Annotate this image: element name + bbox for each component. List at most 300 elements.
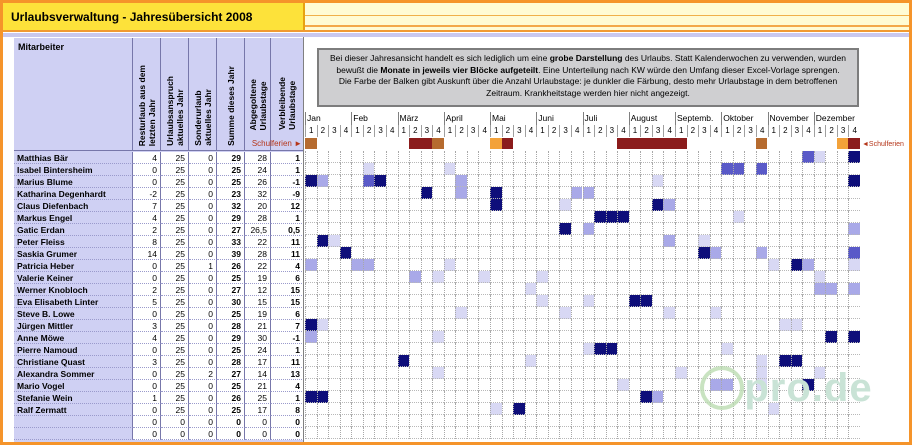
calendar-cell[interactable]: [675, 379, 687, 391]
value-cell[interactable]: 30: [217, 296, 245, 308]
calendar-cell[interactable]: [663, 427, 675, 439]
calendar-cell[interactable]: [606, 187, 618, 199]
calendar-cell[interactable]: [536, 367, 548, 379]
calendar-cell[interactable]: [432, 319, 444, 331]
calendar-cell[interactable]: [386, 331, 398, 343]
calendar-cell[interactable]: [374, 295, 386, 307]
calendar-cell[interactable]: [571, 379, 583, 391]
calendar-cell[interactable]: [640, 187, 652, 199]
calendar-cell[interactable]: [386, 259, 398, 271]
vacation-block[interactable]: [583, 295, 595, 307]
calendar-cell[interactable]: [710, 415, 722, 427]
value-cell[interactable]: 1: [271, 392, 304, 404]
calendar-cell[interactable]: [698, 331, 710, 343]
value-cell[interactable]: 0: [161, 428, 189, 440]
calendar-cell[interactable]: [444, 355, 456, 367]
calendar-cell[interactable]: [640, 307, 652, 319]
calendar-cell[interactable]: [837, 427, 849, 439]
calendar-cell[interactable]: [317, 343, 329, 355]
calendar-cell[interactable]: [606, 151, 618, 163]
calendar-cell[interactable]: [351, 187, 363, 199]
calendar-cell[interactable]: [848, 307, 860, 319]
calendar-cell[interactable]: [490, 391, 502, 403]
calendar-cell[interactable]: [594, 259, 606, 271]
week-header[interactable]: 1: [490, 125, 502, 137]
calendar-cell[interactable]: [421, 247, 433, 259]
calendar-cell[interactable]: [559, 175, 571, 187]
calendar-cell[interactable]: [559, 367, 571, 379]
calendar-cell[interactable]: [328, 247, 340, 259]
calendar-cell[interactable]: [559, 247, 571, 259]
calendar-cell[interactable]: [825, 187, 837, 199]
calendar-cell[interactable]: [721, 427, 733, 439]
value-cell[interactable]: 25: [161, 344, 189, 356]
calendar-cell[interactable]: [663, 319, 675, 331]
calendar-cell[interactable]: [791, 175, 803, 187]
calendar-cell[interactable]: [791, 307, 803, 319]
calendar-cell[interactable]: [351, 151, 363, 163]
calendar-cell[interactable]: [409, 151, 421, 163]
calendar-cell[interactable]: [548, 223, 560, 235]
calendar-cell[interactable]: [687, 427, 699, 439]
vacation-block[interactable]: [559, 223, 571, 235]
value-cell[interactable]: 30: [245, 332, 271, 344]
value-cell[interactable]: 11: [271, 356, 304, 368]
calendar-cell[interactable]: [444, 151, 456, 163]
calendar-cell[interactable]: [409, 163, 421, 175]
calendar-cell[interactable]: [779, 259, 791, 271]
month-header[interactable]: Jan: [305, 112, 351, 125]
calendar-cell[interactable]: [837, 295, 849, 307]
calendar-cell[interactable]: [814, 235, 826, 247]
calendar-cell[interactable]: [814, 199, 826, 211]
month-header[interactable]: Feb: [351, 112, 397, 125]
calendar-cell[interactable]: [629, 163, 641, 175]
calendar-cell[interactable]: [652, 403, 664, 415]
calendar-cell[interactable]: [663, 211, 675, 223]
value-cell[interactable]: 26: [217, 392, 245, 404]
value-cell[interactable]: 1: [271, 152, 304, 164]
value-cell[interactable]: 5: [133, 296, 161, 308]
calendar-cell[interactable]: [467, 283, 479, 295]
calendar-cell[interactable]: [629, 379, 641, 391]
calendar-cell[interactable]: [814, 415, 826, 427]
calendar-cell[interactable]: [663, 247, 675, 259]
calendar-cell[interactable]: [663, 271, 675, 283]
calendar-cell[interactable]: [825, 223, 837, 235]
value-cell[interactable]: 0: [133, 308, 161, 320]
calendar-cell[interactable]: [478, 355, 490, 367]
calendar-cell[interactable]: [490, 367, 502, 379]
calendar-cell[interactable]: [398, 199, 410, 211]
vacation-block[interactable]: [733, 211, 745, 223]
value-cell[interactable]: 0: [189, 428, 217, 440]
calendar-cell[interactable]: [525, 403, 537, 415]
calendar-cell[interactable]: [363, 343, 375, 355]
value-cell[interactable]: 0: [245, 428, 271, 440]
calendar-cell[interactable]: [409, 235, 421, 247]
calendar-cell[interactable]: [710, 271, 722, 283]
value-cell[interactable]: 7: [271, 320, 304, 332]
calendar-cell[interactable]: [305, 223, 317, 235]
week-header[interactable]: 3: [421, 125, 433, 137]
calendar-cell[interactable]: [478, 235, 490, 247]
calendar-cell[interactable]: [768, 283, 780, 295]
calendar-cell[interactable]: [583, 163, 595, 175]
calendar-cell[interactable]: [536, 415, 548, 427]
calendar-cell[interactable]: [536, 151, 548, 163]
calendar-cell[interactable]: [409, 307, 421, 319]
value-cell[interactable]: 4: [271, 380, 304, 392]
calendar-cell[interactable]: [594, 247, 606, 259]
value-cell[interactable]: 0: [189, 188, 217, 200]
calendar-cell[interactable]: [490, 271, 502, 283]
calendar-cell[interactable]: [640, 163, 652, 175]
calendar-cell[interactable]: [409, 427, 421, 439]
value-cell[interactable]: 26: [245, 176, 271, 188]
value-cell[interactable]: 22: [245, 260, 271, 272]
calendar-cell[interactable]: [374, 307, 386, 319]
calendar-cell[interactable]: [363, 415, 375, 427]
calendar-cell[interactable]: [675, 247, 687, 259]
calendar-cell[interactable]: [675, 187, 687, 199]
calendar-cell[interactable]: [328, 283, 340, 295]
calendar-cell[interactable]: [768, 199, 780, 211]
calendar-cell[interactable]: [710, 187, 722, 199]
calendar-cell[interactable]: [721, 223, 733, 235]
calendar-cell[interactable]: [710, 427, 722, 439]
calendar-cell[interactable]: [594, 367, 606, 379]
calendar-cell[interactable]: [825, 199, 837, 211]
value-cell[interactable]: 0: [161, 416, 189, 428]
value-cell[interactable]: 0: [189, 284, 217, 296]
calendar-cell[interactable]: [571, 427, 583, 439]
calendar-cell[interactable]: [432, 175, 444, 187]
calendar-cell[interactable]: [698, 319, 710, 331]
calendar-cell[interactable]: [663, 295, 675, 307]
calendar-cell[interactable]: [640, 175, 652, 187]
calendar-cell[interactable]: [305, 307, 317, 319]
calendar-cell[interactable]: [606, 163, 618, 175]
calendar-cell[interactable]: [802, 343, 814, 355]
calendar-cell[interactable]: [536, 175, 548, 187]
calendar-cell[interactable]: [536, 235, 548, 247]
calendar-cell[interactable]: [467, 367, 479, 379]
calendar-cell[interactable]: [548, 187, 560, 199]
calendar-cell[interactable]: [744, 235, 756, 247]
vacation-block[interactable]: [490, 199, 502, 211]
calendar-cell[interactable]: [583, 331, 595, 343]
calendar-cell[interactable]: [386, 343, 398, 355]
calendar-cell[interactable]: [663, 343, 675, 355]
calendar-cell[interactable]: [467, 235, 479, 247]
calendar-cell[interactable]: [351, 331, 363, 343]
week-header[interactable]: 2: [733, 125, 745, 137]
calendar-cell[interactable]: [455, 403, 467, 415]
calendar-cell[interactable]: [502, 331, 514, 343]
calendar-cell[interactable]: [513, 307, 525, 319]
value-cell[interactable]: 0: [133, 164, 161, 176]
week-header[interactable]: 2: [409, 125, 421, 137]
calendar-cell[interactable]: [305, 199, 317, 211]
calendar-cell[interactable]: [663, 163, 675, 175]
calendar-cell[interactable]: [768, 415, 780, 427]
value-cell[interactable]: 25: [217, 344, 245, 356]
vacation-block[interactable]: [444, 259, 456, 271]
calendar-cell[interactable]: [779, 331, 791, 343]
calendar-cell[interactable]: [721, 283, 733, 295]
calendar-cell[interactable]: [317, 295, 329, 307]
calendar-cell[interactable]: [848, 271, 860, 283]
calendar-cell[interactable]: [317, 355, 329, 367]
vacation-block[interactable]: [421, 187, 433, 199]
calendar-cell[interactable]: [328, 427, 340, 439]
calendar-cell[interactable]: [814, 211, 826, 223]
calendar-cell[interactable]: [663, 175, 675, 187]
calendar-cell[interactable]: [513, 163, 525, 175]
calendar-cell[interactable]: [386, 271, 398, 283]
calendar-cell[interactable]: [386, 151, 398, 163]
calendar-cell[interactable]: [768, 211, 780, 223]
calendar-cell[interactable]: [398, 367, 410, 379]
value-cell[interactable]: 0: [133, 272, 161, 284]
employee-name-cell[interactable]: Stefanie Wein: [14, 392, 133, 404]
calendar-cell[interactable]: [594, 355, 606, 367]
calendar-cell[interactable]: [629, 199, 641, 211]
calendar-cell[interactable]: [721, 319, 733, 331]
value-cell[interactable]: 7: [133, 200, 161, 212]
calendar-cell[interactable]: [698, 223, 710, 235]
vacation-block[interactable]: [583, 343, 595, 355]
calendar-cell[interactable]: [305, 283, 317, 295]
calendar-cell[interactable]: [363, 403, 375, 415]
calendar-cell[interactable]: [328, 187, 340, 199]
calendar-cell[interactable]: [398, 319, 410, 331]
calendar-cell[interactable]: [721, 211, 733, 223]
vacation-block[interactable]: [825, 331, 837, 343]
calendar-cell[interactable]: [351, 355, 363, 367]
calendar-cell[interactable]: [351, 427, 363, 439]
calendar-cell[interactable]: [606, 319, 618, 331]
employee-name-cell[interactable]: Matthias Bär: [14, 152, 133, 164]
calendar-cell[interactable]: [502, 295, 514, 307]
calendar-cell[interactable]: [305, 247, 317, 259]
calendar-cell[interactable]: [363, 151, 375, 163]
calendar-cell[interactable]: [351, 163, 363, 175]
value-cell[interactable]: 0: [189, 404, 217, 416]
calendar-cell[interactable]: [802, 319, 814, 331]
calendar-cell[interactable]: [386, 247, 398, 259]
calendar-cell[interactable]: [629, 247, 641, 259]
calendar-cell[interactable]: [814, 247, 826, 259]
value-cell[interactable]: 0: [189, 212, 217, 224]
value-cell[interactable]: 25: [217, 272, 245, 284]
calendar-cell[interactable]: [363, 187, 375, 199]
calendar-cell[interactable]: [409, 283, 421, 295]
calendar-cell[interactable]: [548, 379, 560, 391]
calendar-cell[interactable]: [490, 211, 502, 223]
calendar-cell[interactable]: [421, 319, 433, 331]
calendar-cell[interactable]: [432, 379, 444, 391]
calendar-cell[interactable]: [432, 391, 444, 403]
value-cell[interactable]: 2: [133, 284, 161, 296]
calendar-cell[interactable]: [791, 211, 803, 223]
value-cell[interactable]: 15: [271, 296, 304, 308]
calendar-cell[interactable]: [733, 271, 745, 283]
calendar-cell[interactable]: [317, 163, 329, 175]
calendar-cell[interactable]: [421, 235, 433, 247]
calendar-cell[interactable]: [432, 403, 444, 415]
calendar-cell[interactable]: [328, 403, 340, 415]
calendar-cell[interactable]: [848, 199, 860, 211]
column-header-anspruch[interactable]: [161, 38, 189, 151]
calendar-cell[interactable]: [848, 235, 860, 247]
calendar-cell[interactable]: [328, 175, 340, 187]
calendar-cell[interactable]: [455, 367, 467, 379]
calendar-cell[interactable]: [374, 391, 386, 403]
calendar-cell[interactable]: [467, 391, 479, 403]
calendar-cell[interactable]: [421, 367, 433, 379]
month-header[interactable]: Dezember: [814, 112, 860, 125]
calendar-cell[interactable]: [478, 391, 490, 403]
calendar-cell[interactable]: [837, 151, 849, 163]
calendar-cell[interactable]: [421, 175, 433, 187]
calendar-cell[interactable]: [652, 331, 664, 343]
calendar-cell[interactable]: [814, 223, 826, 235]
calendar-cell[interactable]: [398, 271, 410, 283]
calendar-cell[interactable]: [455, 199, 467, 211]
calendar-cell[interactable]: [455, 283, 467, 295]
calendar-cell[interactable]: [698, 283, 710, 295]
calendar-cell[interactable]: [744, 331, 756, 343]
calendar-cell[interactable]: [432, 259, 444, 271]
calendar-cell[interactable]: [744, 307, 756, 319]
calendar-cell[interactable]: [687, 187, 699, 199]
value-cell[interactable]: 0: [189, 392, 217, 404]
calendar-cell[interactable]: [363, 295, 375, 307]
calendar-cell[interactable]: [710, 211, 722, 223]
value-cell[interactable]: 32: [217, 200, 245, 212]
calendar-cell[interactable]: [374, 163, 386, 175]
week-header[interactable]: 4: [848, 125, 860, 137]
calendar-cell[interactable]: [513, 187, 525, 199]
value-cell[interactable]: 25: [161, 308, 189, 320]
calendar-cell[interactable]: [536, 259, 548, 271]
calendar-cell[interactable]: [768, 175, 780, 187]
calendar-cell[interactable]: [629, 283, 641, 295]
calendar-cell[interactable]: [328, 391, 340, 403]
calendar-cell[interactable]: [340, 295, 352, 307]
vacation-block[interactable]: [848, 259, 860, 271]
calendar-cell[interactable]: [675, 391, 687, 403]
calendar-cell[interactable]: [837, 331, 849, 343]
value-cell[interactable]: 25: [217, 404, 245, 416]
calendar-cell[interactable]: [721, 271, 733, 283]
calendar-cell[interactable]: [617, 187, 629, 199]
month-header[interactable]: November: [768, 112, 814, 125]
calendar-cell[interactable]: [478, 187, 490, 199]
calendar-cell[interactable]: [398, 235, 410, 247]
value-cell[interactable]: 39: [217, 248, 245, 260]
calendar-cell[interactable]: [525, 223, 537, 235]
calendar-cell[interactable]: [687, 331, 699, 343]
calendar-cell[interactable]: [744, 175, 756, 187]
calendar-cell[interactable]: [629, 391, 641, 403]
vacation-block[interactable]: [629, 295, 641, 307]
calendar-cell[interactable]: [513, 271, 525, 283]
calendar-cell[interactable]: [502, 151, 514, 163]
calendar-cell[interactable]: [351, 199, 363, 211]
calendar-cell[interactable]: [791, 331, 803, 343]
calendar-cell[interactable]: [398, 379, 410, 391]
calendar-cell[interactable]: [548, 295, 560, 307]
calendar-cell[interactable]: [317, 199, 329, 211]
calendar-cell[interactable]: [571, 151, 583, 163]
value-cell[interactable]: 1: [271, 344, 304, 356]
calendar-cell[interactable]: [583, 211, 595, 223]
value-cell[interactable]: 32: [245, 188, 271, 200]
calendar-cell[interactable]: [721, 187, 733, 199]
calendar-cell[interactable]: [802, 415, 814, 427]
calendar-cell[interactable]: [571, 403, 583, 415]
calendar-cell[interactable]: [652, 295, 664, 307]
calendar-cell[interactable]: [340, 319, 352, 331]
vacation-block[interactable]: [698, 247, 710, 259]
value-cell[interactable]: 25: [217, 308, 245, 320]
value-cell[interactable]: 4: [133, 212, 161, 224]
calendar-cell[interactable]: [455, 271, 467, 283]
calendar-cell[interactable]: [768, 235, 780, 247]
calendar-cell[interactable]: [744, 319, 756, 331]
calendar-cell[interactable]: [305, 367, 317, 379]
calendar-cell[interactable]: [583, 247, 595, 259]
vacation-block[interactable]: [536, 271, 548, 283]
value-cell[interactable]: 0: [189, 176, 217, 188]
calendar-cell[interactable]: [467, 163, 479, 175]
calendar-cell[interactable]: [617, 283, 629, 295]
calendar-cell[interactable]: [328, 271, 340, 283]
employee-name-cell[interactable]: Werner Knobloch: [14, 284, 133, 296]
calendar-cell[interactable]: [317, 427, 329, 439]
calendar-cell[interactable]: [583, 283, 595, 295]
vacation-block[interactable]: [698, 235, 710, 247]
calendar-cell[interactable]: [652, 307, 664, 319]
calendar-cell[interactable]: [687, 379, 699, 391]
value-cell[interactable]: 26,5: [245, 224, 271, 236]
calendar-cell[interactable]: [652, 271, 664, 283]
calendar-cell[interactable]: [409, 199, 421, 211]
vacation-block[interactable]: [363, 163, 375, 175]
calendar-cell[interactable]: [583, 259, 595, 271]
calendar-cell[interactable]: [386, 211, 398, 223]
calendar-cell[interactable]: [802, 175, 814, 187]
calendar-cell[interactable]: [721, 151, 733, 163]
calendar-cell[interactable]: [675, 151, 687, 163]
calendar-cell[interactable]: [374, 259, 386, 271]
calendar-cell[interactable]: [837, 235, 849, 247]
calendar-cell[interactable]: [525, 211, 537, 223]
employee-name-cell[interactable]: Jürgen Mittler: [14, 320, 133, 332]
week-header[interactable]: 4: [617, 125, 629, 137]
vacation-block[interactable]: [317, 319, 329, 331]
calendar-cell[interactable]: [409, 379, 421, 391]
value-cell[interactable]: 25: [161, 368, 189, 380]
employee-name-cell[interactable]: Christiane Quast: [14, 356, 133, 368]
calendar-cell[interactable]: [629, 367, 641, 379]
calendar-cell[interactable]: [559, 259, 571, 271]
calendar-cell[interactable]: [721, 199, 733, 211]
calendar-cell[interactable]: [594, 427, 606, 439]
